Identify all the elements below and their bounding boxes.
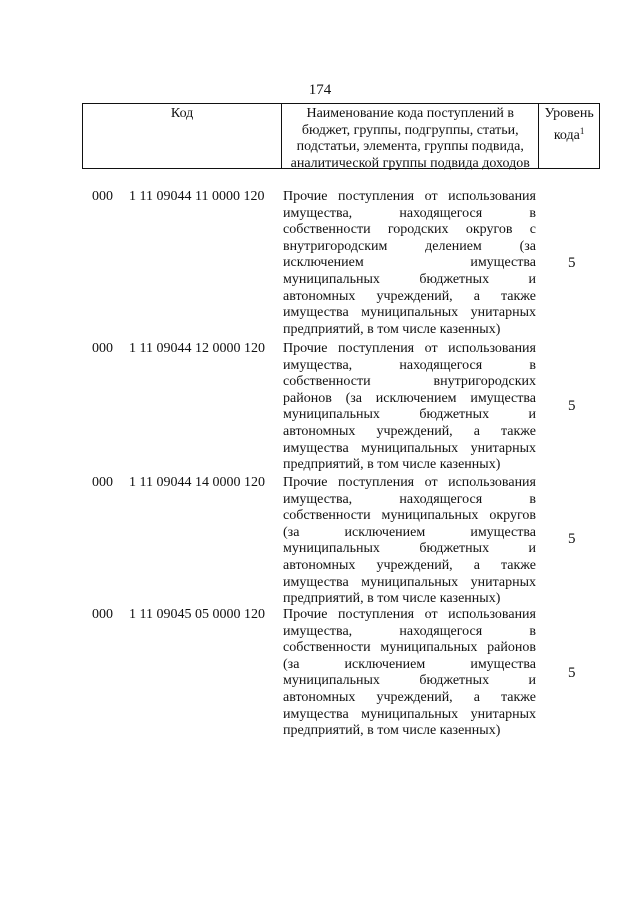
revenue-code: 1 11 09045 05 0000 120 [129,607,265,622]
name-line: собственности внутригородских [283,374,536,390]
name-line: (за исключением имущества [283,524,536,540]
admin-code: 000 [92,607,113,622]
name-line: Прочие поступления от использования [283,341,536,356]
name-line: собственности городских округов с [283,222,536,238]
revenue-code: 1 11 09044 12 0000 120 [129,341,265,356]
name-line: Прочие поступления от использования [283,189,536,204]
name-line: Прочие поступления от использования [283,607,536,622]
name-line: имущества муниципальных унитарных [283,574,536,590]
name-line: автономных учреждений, а также [283,288,536,304]
name-line: автономных учреждений, а также [283,423,536,439]
name-line: муниципальных бюджетных и [283,407,536,423]
table-header [82,103,600,169]
name-line: предприятий, в том числе казенных) [283,723,501,739]
header-name-line: бюджет, группы, подгруппы, статьи, [301,122,519,138]
admin-code: 000 [92,189,113,204]
revenue-code: 1 11 09044 11 0000 120 [129,189,265,204]
name-line: муниципальных бюджетных и [283,541,536,557]
name-line: муниципальных бюджетных и [283,271,536,287]
header-level-line [539,123,599,145]
name-line: внутригородским делением (за [283,238,536,254]
name-line: муниципальных бюджетных и [283,673,536,689]
level-value: 5 [568,398,576,414]
level-value: 5 [568,665,576,681]
admin-code: 000 [92,341,113,356]
level-value: 5 [568,531,576,547]
admin-code: 000 [92,475,113,490]
header-code: Код [170,106,194,121]
header-level [539,104,599,168]
revenue-name [283,475,536,608]
name-line: автономных учреждений, а также [283,557,536,573]
name-line: имущества, находящегося в [283,623,536,639]
name-line: имущества муниципальных унитарных [283,706,536,722]
name-line: автономных учреждений, а также [283,689,536,705]
footnote-marker: 1 [579,125,585,136]
header-level-word: кода [553,127,580,143]
header-level-line: Уровень [544,106,594,121]
header-name-line: подстатьи, элемента, группы подвида, [296,139,524,154]
header-name-line: аналитической группы подвида доходов [290,155,530,171]
page-number: 174 [308,82,332,98]
header-name [281,104,539,171]
name-line: районов (за исключением имущества [283,390,536,406]
revenue-name [283,607,536,740]
revenue-code: 1 11 09044 14 0000 120 [129,475,265,490]
name-line: предприятий, в том числе казенных) [283,321,501,337]
name-line: предприятий, в том числе казенных) [283,591,501,607]
header-name-line: Наименование кода поступлений в [306,106,514,121]
revenue-name [283,189,536,338]
name-line: (за исключением имущества [283,656,536,672]
name-line: имущества муниципальных унитарных [283,440,536,456]
name-line: предприятий, в том числе казенных) [283,457,501,473]
name-line: имущества, находящегося в [283,491,536,507]
name-line: собственности муниципальных районов [283,640,536,656]
revenue-name [283,341,536,474]
name-line: Прочие поступления от использования [283,475,536,490]
name-line: исключением имущества [283,255,536,271]
name-line: собственности муниципальных округов [283,508,536,524]
name-line: имущества муниципальных унитарных [283,305,536,321]
name-line: имущества, находящегося в [283,205,536,221]
name-line: имущества, находящегося в [283,357,536,373]
level-value: 5 [568,255,576,271]
